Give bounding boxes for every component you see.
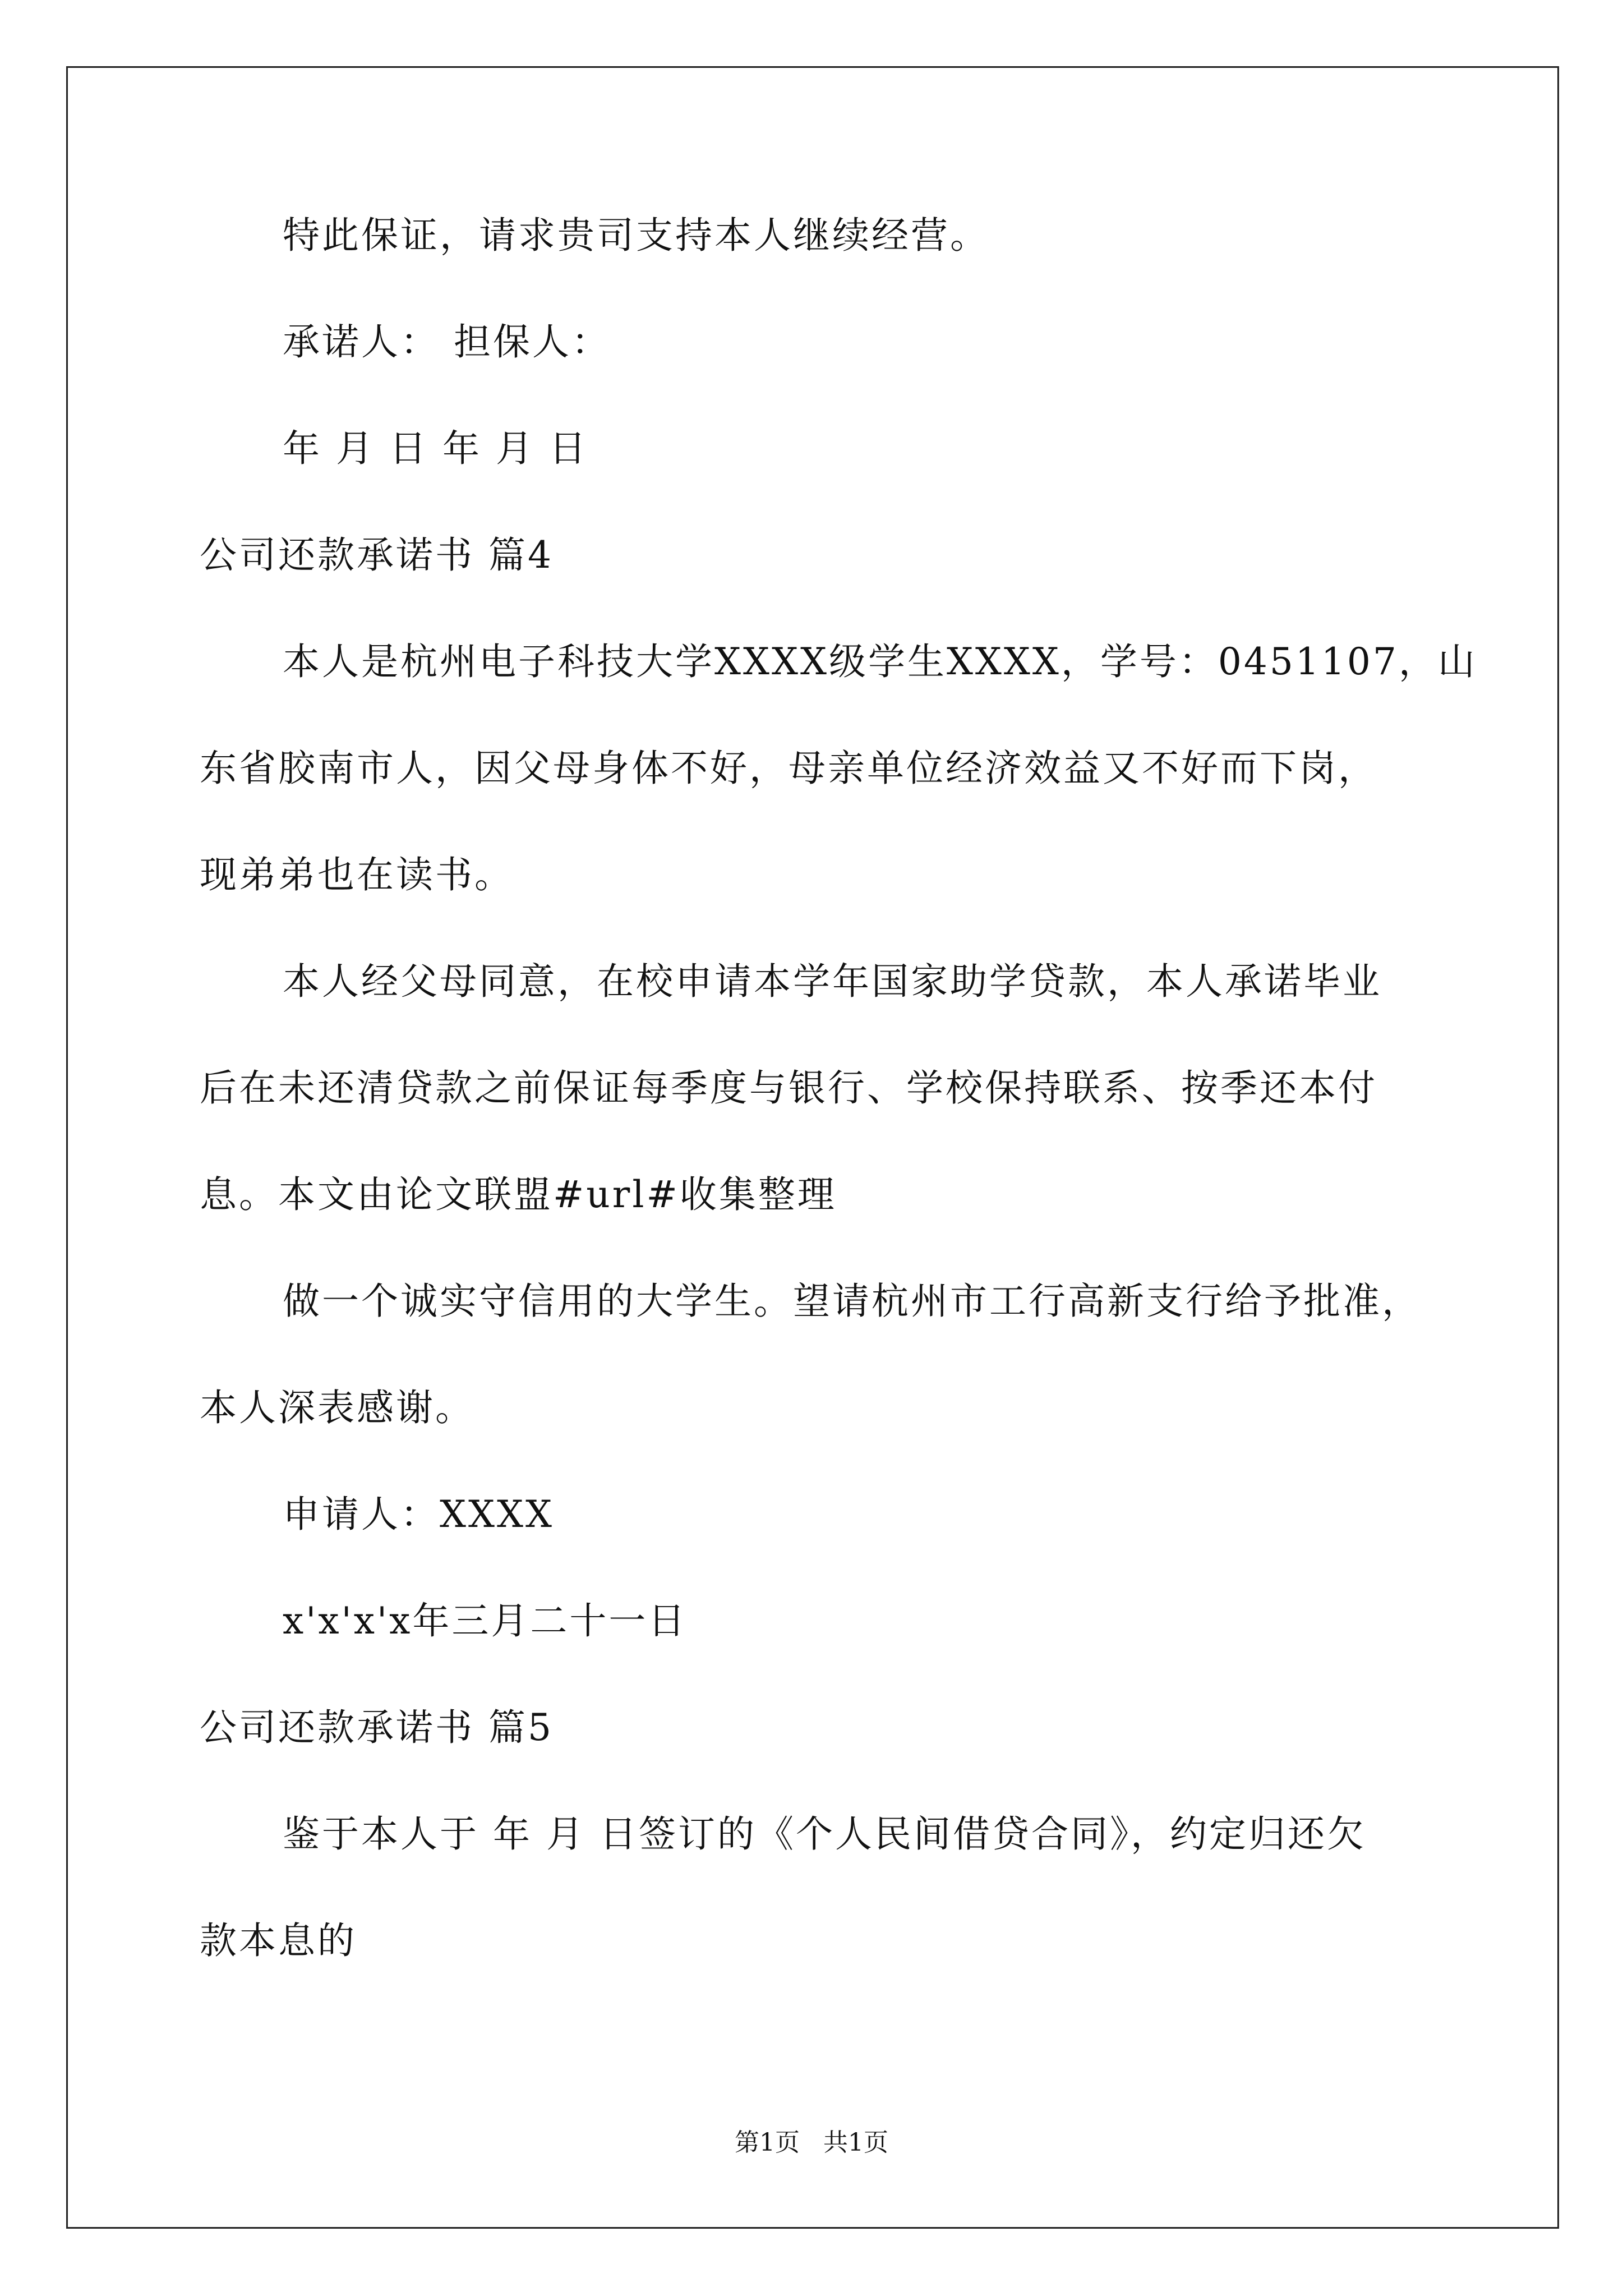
section-heading: 公司还款承诺书 篇5	[200, 1706, 554, 1749]
paragraph-line: 东省胶南市人，因父母身体不好，母亲单位经济效益又不好而下岗，	[200, 747, 1377, 790]
paragraph-line: 款本息的	[200, 1919, 357, 1962]
paragraph-line: 本人深表感谢。	[200, 1386, 474, 1429]
total-pages: 共1页	[823, 2128, 888, 2157]
paragraph-line: 本人是杭州电子科技大学XXXX级学生XXXX，学号：0451107，山	[283, 640, 1477, 683]
paragraph-line: 做一个诚实守信用的大学生。望请杭州市工行高新支行给予批准，	[283, 1280, 1421, 1323]
paragraph-line: 现弟弟也在读书。	[200, 853, 514, 896]
paragraph-line: 鉴于本人于 年 月 日签订的《个人民间借贷合同》，约定归还欠	[283, 1812, 1366, 1856]
paragraph-line: 特此保证，请求贵司支持本人继续经营。	[283, 214, 989, 257]
paragraph-line: 后在未还清贷款之前保证每季度与银行、学校保持联系、按季还本付	[200, 1066, 1377, 1110]
section-heading: 公司还款承诺书 篇4	[200, 533, 554, 577]
page-footer	[0, 2126, 1623, 2160]
signature-line: 申请人：XXXX	[283, 1493, 554, 1536]
date-line: x'x'x'x年三月二十一日	[283, 1599, 688, 1642]
paragraph-line: 年 月 日 年 月 日	[283, 427, 588, 470]
paragraph-line: 本人经父母同意，在校申请本学年国家助学贷款，本人承诺毕业	[283, 960, 1382, 1003]
paragraph-line: 承诺人： 担保人：	[283, 320, 611, 364]
page-border	[66, 66, 1559, 2229]
page-number: 第1页	[735, 2128, 800, 2157]
paragraph-line: 息。本文由论文联盟#url#收集整理	[200, 1173, 837, 1216]
